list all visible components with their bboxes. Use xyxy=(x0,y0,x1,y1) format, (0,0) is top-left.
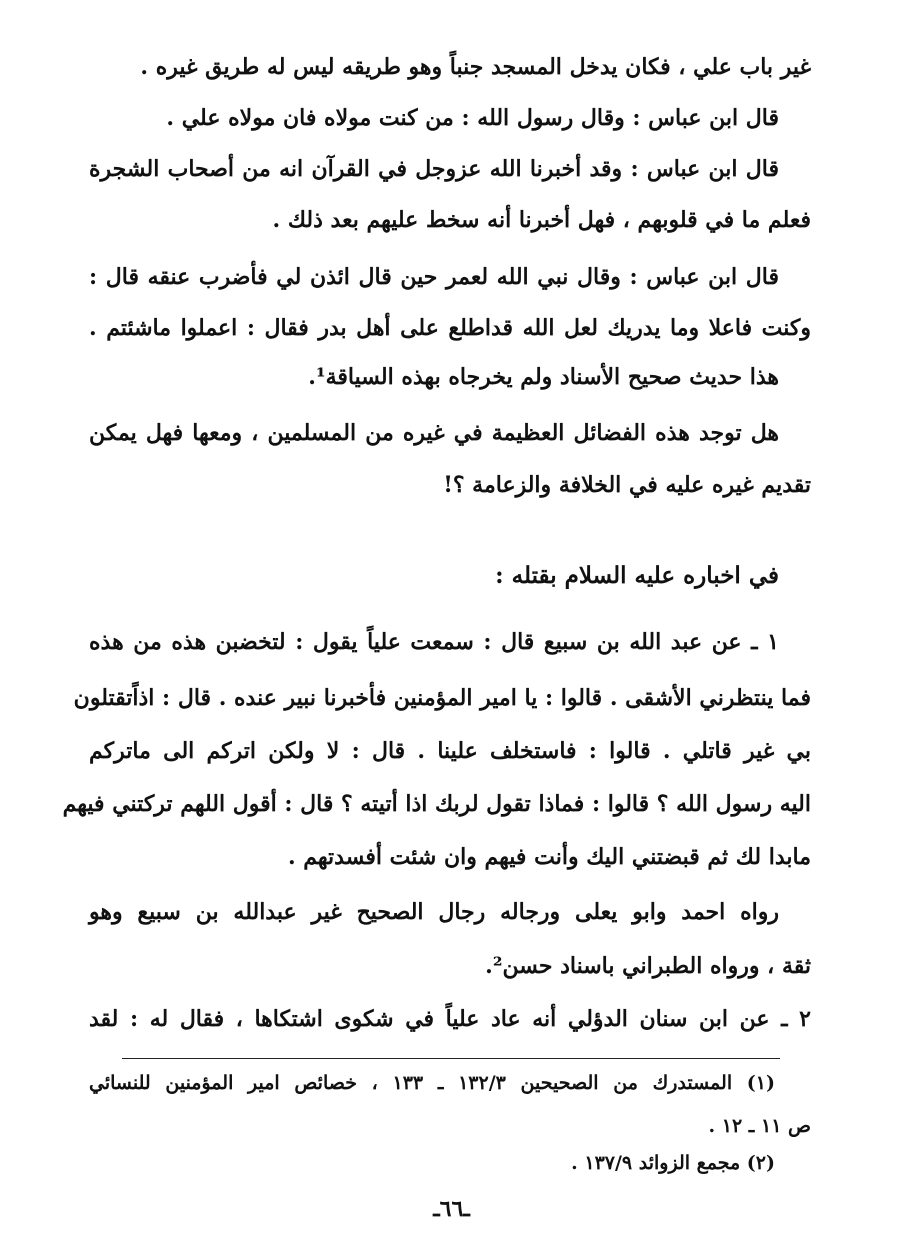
footnote-line: ص ١١ ـ ١٢ . xyxy=(708,1115,811,1137)
body-line: مابدا لك ثم قبضتني اليك وأنت فيهم وان شئت أفسدتهم . xyxy=(287,844,811,870)
body-line: بي غير قاتلي . قالوا : فاستخلف علينا . قال : لا ولكن اتركم الى ماتركم xyxy=(89,738,811,764)
body-line: تقديم غيره عليه في الخلافة والزعامة ؟! xyxy=(443,472,811,498)
body-line: فما ينتظرني الأشقى . قالوا : يا امير المؤمنين فأخبرنا نبير عنده . قال : اذاًتقتلون xyxy=(73,685,811,711)
body-line: وكنت فاعلا وما يدريك لعل الله قداطلع على أهل بدر فقال : اعملوا ماشئتم . xyxy=(89,315,811,341)
footnote-separator xyxy=(122,1058,780,1059)
body-line: هل توجد هذه الفضائل العظيمة في غيره من المسلمين ، ومعها فهل يمكن xyxy=(89,420,779,446)
body-line: رواه احمد وابو يعلى ورجاله رجال الصحيح غير عبدالله بن سبيع وهو xyxy=(89,899,779,925)
body-line: فعلم ما في قلوبهم ، فهل أخبرنا أنه سخط عليهم بعد ذلك . xyxy=(272,207,811,233)
section-heading: في اخباره عليه السلام بقتله : xyxy=(495,562,779,589)
body-line: قال ابن عباس : وقد أخبرنا الله عزوجل في القرآن انه من أصحاب الشجرة xyxy=(89,156,779,182)
body-line: اليه رسول الله ؟ قالوا : فماذا تقول لربك اذا أتيته ؟ قال : أقول اللهم تركتني فيهم xyxy=(62,791,811,817)
body-line: قال ابن عباس : وقال نبي الله لعمر حين قال ائذن لي فأضرب عنقه قال : xyxy=(89,264,779,290)
footnote-line: (١) المستدرك من الصحيحين ١٣٢/٣ ـ ١٣٣ ، خصائص امير المؤمنين للنسائي xyxy=(89,1072,776,1094)
body-line: هذا حديث صحيح الأسناد ولم يخرجاه بهذه السياقة¹. xyxy=(308,364,779,390)
footnote-line: (٢) مجمع الزوائد ١٣٧/٩ . xyxy=(571,1152,775,1174)
body-line: ٢ ـ عن ابن سنان الدؤلي أنه عاد علياً في شكوى اشتكاها ، فقال له : لقد xyxy=(89,1006,811,1032)
body-line: قال ابن عباس : وقال رسول الله : من كنت مولاه فان مولاه علي . xyxy=(166,105,779,131)
body-line: ١ ـ عن عبد الله بن سبيع قال : سمعت علياً يقول : لتخضبن هذه من هذه xyxy=(89,629,779,655)
page-number: ـ٦٦ـ xyxy=(433,1196,470,1222)
body-line: غير باب علي ، فكان يدخل المسجد جنباً وهو طريقه ليس له طريق غيره . xyxy=(140,54,811,80)
body-line: ثقة ، ورواه الطبراني باسناد حسن². xyxy=(485,953,811,979)
